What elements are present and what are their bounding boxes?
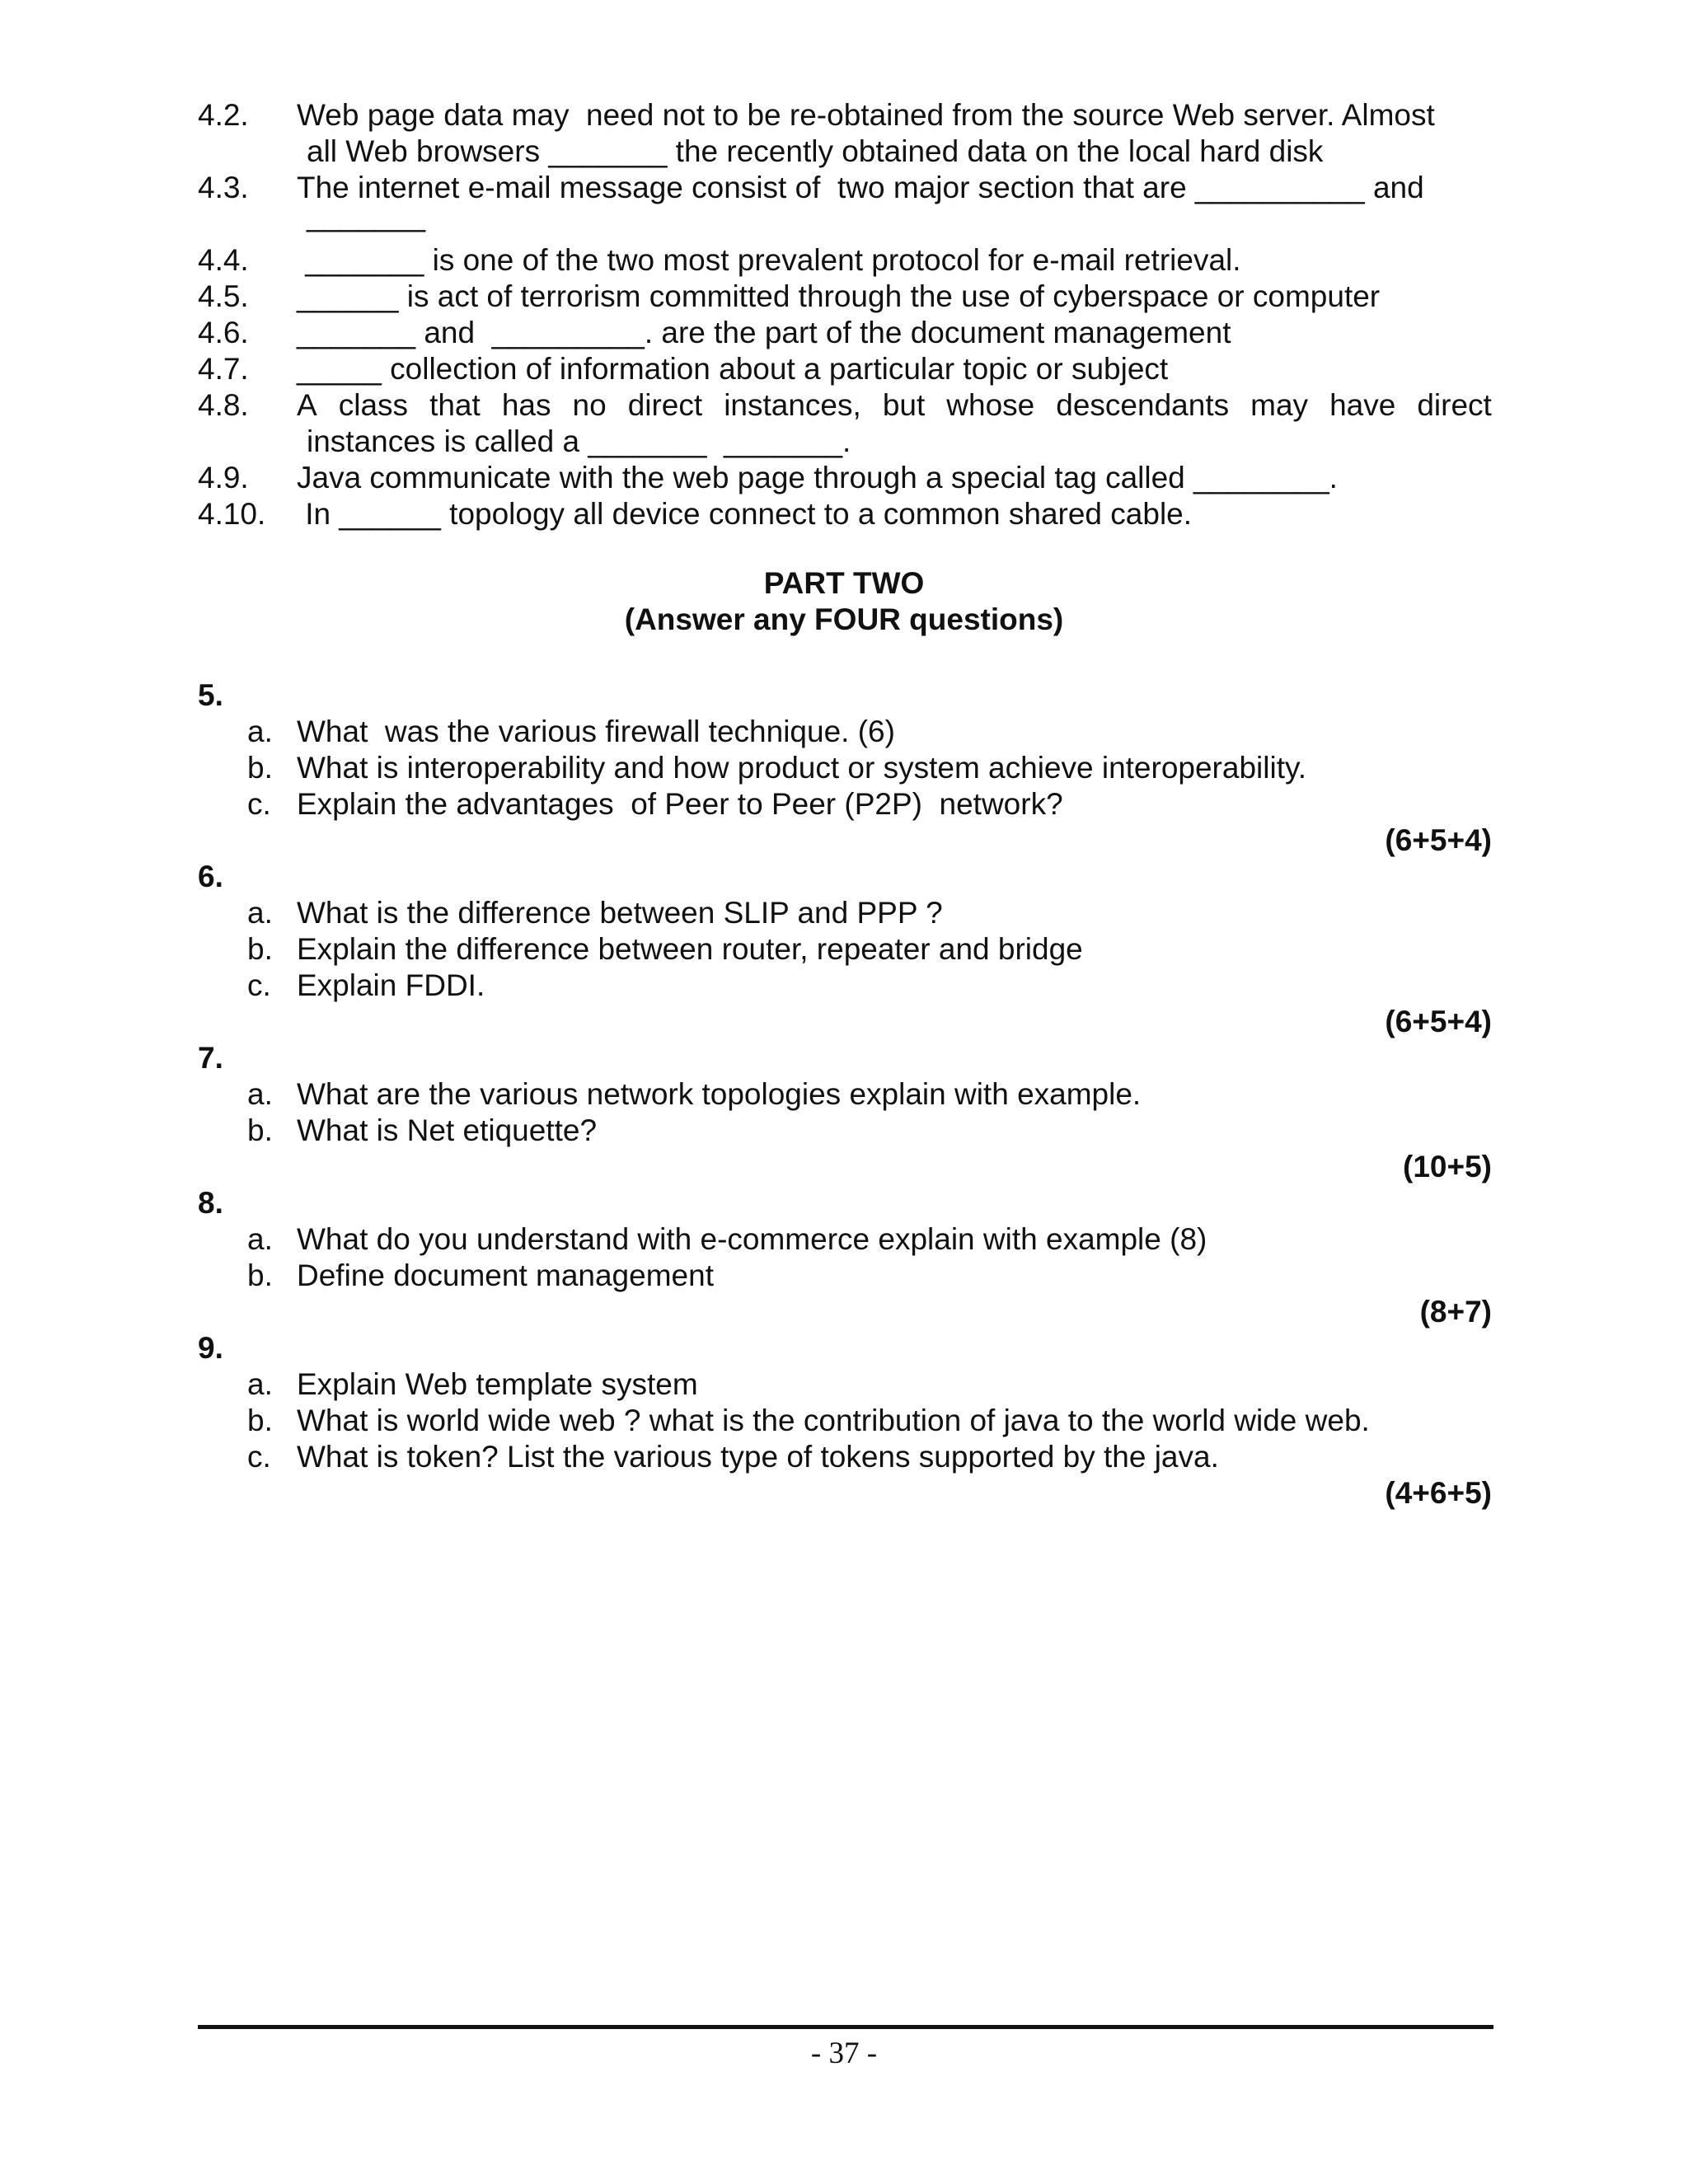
item-letter: a. [247,715,273,748]
footer-rule [198,2025,1493,2029]
word: no [572,388,607,422]
question-text: instances is called a _______ _______. [307,424,851,458]
word: descendants [1056,388,1230,422]
list-item [198,750,1492,786]
question-number: 4.6. [198,316,249,349]
question-6-items [198,895,1492,1004]
list-item [198,1403,1492,1439]
list-item [198,1221,1492,1258]
item-letter: c. [247,968,271,1002]
word: direct [1417,388,1492,422]
question-row [198,387,1492,424]
list-item [198,714,1492,750]
question-9-number: 9. [198,1331,223,1365]
question-number: 4.2. [198,98,249,132]
item-letter: a. [247,1077,273,1111]
question-text: _____ collection of information about a particular topic or subject [297,352,1169,386]
list-item [198,968,1492,1004]
word: whose [946,388,1035,422]
fill-blank-questions [198,97,1492,532]
item-text: What is interoperability and how product or system achieve interoperability. [297,751,1307,785]
question-text: Web page data may need not to be re-obtained from the source Web server. Almost [297,98,1435,132]
question-number: 4.5. [198,279,249,313]
question-row [198,134,1492,170]
item-text: What is token? List the various type of tokens supported by the java. [297,1440,1219,1474]
question-row [198,242,1492,279]
item-letter: c. [247,787,271,821]
item-text: What is world wide web ? what is the contribution of java to the world wide web. [297,1404,1370,1437]
question-text: In ______ topology all device connect to a common shared cable. [297,497,1193,531]
page-number: - 37 - [810,2036,878,2070]
question-8-marks: (8+7) [1419,1295,1492,1329]
question-8-number: 8. [198,1186,223,1220]
word: that [429,388,481,422]
question-row [198,199,1492,242]
word: may [1250,388,1309,422]
question-number: 4.10. [198,497,266,531]
question-row [198,460,1492,496]
question-row [198,424,1492,460]
question-text: all Web browsers _______ the recently obtained data on the local hard disk [307,134,1324,168]
list-item [198,1439,1492,1475]
item-text: Explain the difference between router, repeater and bridge [297,932,1083,966]
item-letter: b. [247,751,273,785]
question-text: _______ [307,199,426,232]
word: instances, [724,388,861,422]
item-letter: c. [247,1440,271,1474]
list-item [198,786,1492,823]
question-row [198,315,1492,351]
word: has [501,388,551,422]
item-text: What do you understand with e-commerce explain with example (8) [297,1222,1207,1256]
word: A [297,388,317,422]
question-row [198,351,1492,387]
question-row [198,279,1492,315]
list-item [198,1258,1492,1294]
question-6-marks: (6+5+4) [1385,1005,1492,1038]
question-7-marks: (10+5) [1403,1150,1492,1183]
question-9-items [198,1366,1492,1475]
item-letter: b. [247,1113,273,1147]
item-text: Explain the advantages of Peer to Peer (P2P) network? [297,787,1063,821]
item-letter: b. [247,1258,273,1292]
question-9-marks: (4+6+5) [1385,1476,1492,1510]
item-text: Explain FDDI. [297,968,485,1002]
question-5-marks: (6+5+4) [1385,823,1492,857]
list-item [198,1113,1492,1149]
item-letter: a. [247,1222,273,1256]
word: direct [627,388,703,422]
item-text: What was the various firewall technique. (6) [297,715,895,748]
question-number: 4.4. [198,243,249,277]
item-text: Define document management [297,1258,714,1292]
question-number: 4.7. [198,352,249,386]
question-7-items [198,1076,1492,1149]
item-letter: a. [247,896,273,930]
question-text [297,387,1492,424]
question-number: 4.8. [198,388,249,422]
question-row [198,496,1492,532]
list-item [198,1076,1492,1113]
question-text: The internet e-mail message consist of two major section that are __________ and [297,171,1424,204]
list-item [198,895,1492,931]
item-text: What is the difference between SLIP and PPP ? [297,896,943,930]
item-letter: a. [247,1367,273,1401]
item-letter: b. [247,1404,273,1437]
list-item [198,1366,1492,1403]
question-number: 4.9. [198,461,249,494]
question-text: _______ is one of the two most prevalent protocol for e-mail retrieval. [297,243,1241,277]
word: but [882,388,926,422]
item-text: What is Net etiquette? [297,1113,598,1147]
question-number: 4.3. [198,171,249,204]
item-text: What are the various network topologies explain with example. [297,1077,1142,1111]
item-text: Explain Web template system [297,1367,698,1401]
question-text: _______ and _________. are the part of the document management [297,316,1231,349]
word: have [1329,388,1396,422]
question-5-items [198,714,1492,823]
question-8-items [198,1221,1492,1294]
question-6-number: 6. [198,860,223,893]
word: class [338,388,409,422]
part-two-title: PART TWO [763,566,925,600]
question-text: Java communicate with the web page through a special tag called ________. [297,461,1338,494]
question-7-number: 7. [198,1041,223,1075]
question-row [198,97,1492,134]
part-two-instruction: (Answer any FOUR questions) [624,602,1064,636]
item-letter: b. [247,932,273,966]
list-item [198,931,1492,968]
question-text: ______ is act of terrorism committed through the use of cyberspace or computer [297,279,1381,313]
question-5-number: 5. [198,678,223,712]
